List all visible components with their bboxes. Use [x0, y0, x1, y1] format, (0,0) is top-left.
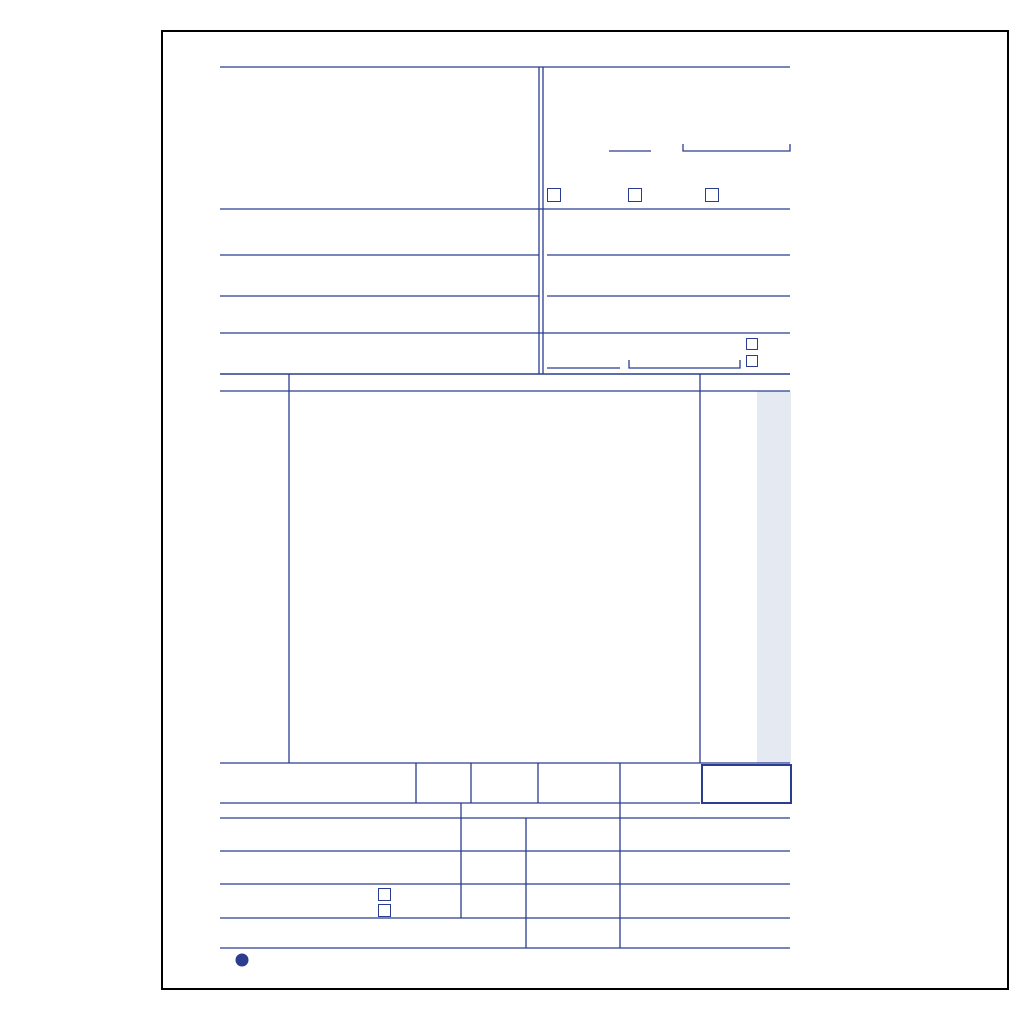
vettore-checkbox[interactable] — [628, 188, 642, 202]
delivery-mittente-checkbox[interactable] — [378, 904, 391, 917]
in-conto-checkbox[interactable] — [746, 338, 758, 350]
amount-shade — [757, 391, 791, 763]
brand-logo-icon — [236, 954, 249, 967]
delivery-destinatario-checkbox[interactable] — [378, 888, 391, 901]
mittente-checkbox[interactable] — [547, 188, 561, 202]
a-saldo-checkbox[interactable] — [746, 355, 758, 367]
document-date-field[interactable] — [684, 134, 790, 150]
document-number-field[interactable] — [609, 136, 651, 150]
destinatario-checkbox[interactable] — [705, 188, 719, 202]
